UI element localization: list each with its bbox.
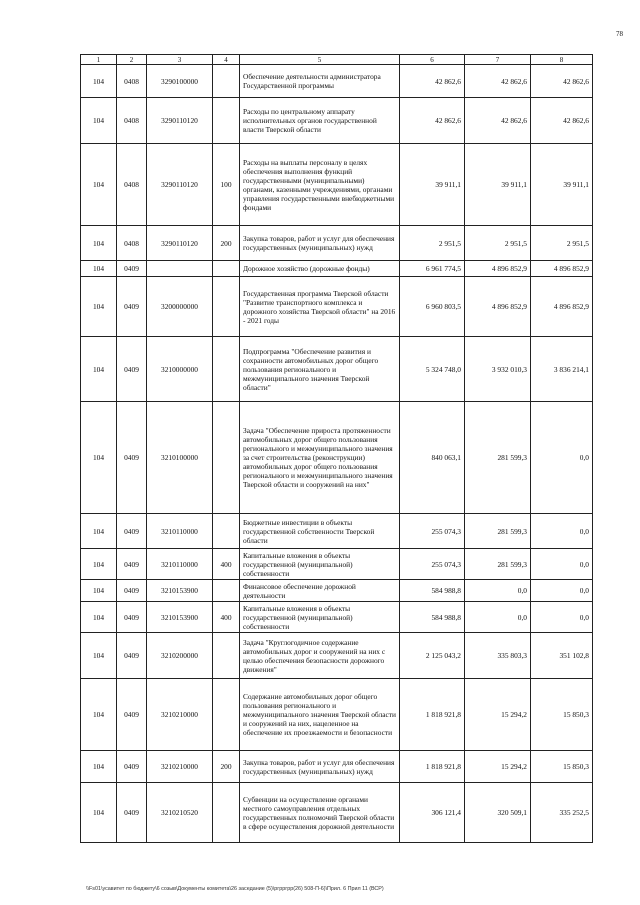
cell-amount-1: 584 988,8	[400, 580, 465, 602]
cell-amount-3: 0,0	[531, 402, 593, 514]
cell-section: 0409	[117, 633, 147, 679]
footer-file-path: \\Fs01\усавитет по бюджету\6 созыв\Документы комитета\26 заседание (5)\ргрргрр(26) 508-П-6)\Прил. 6 Прил 11 (ВСР)	[86, 886, 384, 892]
cell-target-article: 3210110000	[147, 549, 213, 580]
cell-description: Финансовое обеспечение дорожной деятельности	[240, 580, 400, 602]
cell-target-article: 3290110120	[147, 144, 213, 226]
cell-amount-3: 335 252,5	[531, 783, 593, 843]
cell-expense-type	[213, 277, 240, 337]
cell-amount-1: 39 911,1	[400, 144, 465, 226]
cell-ministry: 104	[81, 277, 117, 337]
cell-amount-3: 3 836 214,1	[531, 337, 593, 402]
cell-ministry: 104	[81, 337, 117, 402]
cell-section: 0409	[117, 337, 147, 402]
cell-expense-type	[213, 98, 240, 144]
cell-amount-2: 42 862,6	[465, 98, 531, 144]
cell-expense-type: 100	[213, 144, 240, 226]
cell-ministry: 104	[81, 98, 117, 144]
cell-target-article	[147, 261, 213, 277]
cell-target-article: 3290110120	[147, 98, 213, 144]
cell-amount-3: 2 951,5	[531, 226, 593, 261]
cell-ministry: 104	[81, 602, 117, 633]
table-row	[81, 549, 593, 580]
cell-description: Бюджетные инвестиции в объекты государственной собственности Тверской области	[240, 514, 400, 549]
cell-expense-type: 200	[213, 226, 240, 261]
cell-amount-2: 0,0	[465, 580, 531, 602]
cell-expense-type	[213, 261, 240, 277]
table-row	[81, 144, 593, 226]
cell-section: 0409	[117, 783, 147, 843]
cell-description: Государственная программа Тверской области "Развитие транспортного комплекса и дорожного хозяйства Тверской области" на 2016 - 2021 годы	[240, 277, 400, 337]
cell-amount-2: 320 509,1	[465, 783, 531, 843]
cell-amount-3: 42 862,6	[531, 65, 593, 98]
cell-amount-3: 4 896 852,9	[531, 261, 593, 277]
table-row	[81, 679, 593, 751]
table-row	[81, 580, 593, 602]
cell-description: Расходы по центральному аппарату исполнительных органов государственной власти Тверской области	[240, 98, 400, 144]
cell-ministry: 104	[81, 679, 117, 751]
cell-amount-2: 4 896 852,9	[465, 277, 531, 337]
cell-expense-type	[213, 402, 240, 514]
cell-ministry: 104	[81, 580, 117, 602]
cell-target-article: 3210110000	[147, 514, 213, 549]
cell-section: 0409	[117, 261, 147, 277]
cell-amount-2: 281 599,3	[465, 514, 531, 549]
cell-description: Подпрограмма "Обеспечение развития и сохранности автомобильных дорог общего пользования регионального и межмуниципального значения Тверской области"	[240, 337, 400, 402]
table-row	[81, 337, 593, 402]
cell-section: 0409	[117, 549, 147, 580]
budget-table	[80, 54, 593, 843]
cell-amount-3: 0,0	[531, 514, 593, 549]
cell-expense-type: 400	[213, 549, 240, 580]
cell-expense-type	[213, 337, 240, 402]
cell-amount-3: 15 850,3	[531, 679, 593, 751]
cell-section: 0408	[117, 226, 147, 261]
cell-description: Содержание автомобильных дорог общего пользования регионального и межмуниципального значения Тверской области и сооружений на них, нацеленное на обеспечение их проезжаемости и безопасности	[240, 679, 400, 751]
header-cell: 6	[400, 55, 465, 65]
cell-amount-2: 15 294,2	[465, 679, 531, 751]
cell-amount-2: 335 803,3	[465, 633, 531, 679]
cell-description: Субвенции на осуществление органами местного самоуправления отдельных государственных полномочий Тверской области в сфере осуществления дорожной деятельности	[240, 783, 400, 843]
cell-target-article: 3210210000	[147, 751, 213, 783]
cell-ministry: 104	[81, 783, 117, 843]
cell-description: Закупка товаров, работ и услуг для обеспечения государственных (муниципальных) нужд	[240, 226, 400, 261]
cell-expense-type	[213, 783, 240, 843]
cell-amount-3: 15 850,3	[531, 751, 593, 783]
cell-section: 0409	[117, 602, 147, 633]
cell-expense-type: 200	[213, 751, 240, 783]
cell-amount-1: 255 074,3	[400, 514, 465, 549]
cell-description: Задача "Круглогодичное содержание автомобильных дорог и сооружений на них с целью обеспечения безопасности дорожного движения"	[240, 633, 400, 679]
cell-ministry: 104	[81, 751, 117, 783]
header-row	[81, 55, 593, 65]
cell-target-article: 3210100000	[147, 402, 213, 514]
cell-section: 0408	[117, 98, 147, 144]
cell-amount-1: 306 121,4	[400, 783, 465, 843]
table-row	[81, 277, 593, 337]
cell-section: 0409	[117, 580, 147, 602]
cell-description: Закупка товаров, работ и услуг для обеспечения государственных (муниципальных) нужд	[240, 751, 400, 783]
cell-target-article: 3210210000	[147, 679, 213, 751]
cell-amount-1: 255 074,3	[400, 549, 465, 580]
cell-expense-type	[213, 633, 240, 679]
cell-amount-2: 2 951,5	[465, 226, 531, 261]
cell-description: Капитальные вложения в объекты государственной (муниципальной) собственности	[240, 549, 400, 580]
cell-ministry: 104	[81, 549, 117, 580]
table-row	[81, 783, 593, 843]
cell-ministry: 104	[81, 226, 117, 261]
page-number: 78	[616, 30, 623, 38]
cell-expense-type: 400	[213, 602, 240, 633]
header-cell: 2	[117, 55, 147, 65]
cell-expense-type	[213, 679, 240, 751]
cell-amount-1: 42 862,6	[400, 65, 465, 98]
cell-section: 0409	[117, 402, 147, 514]
cell-section: 0409	[117, 751, 147, 783]
table-row	[81, 751, 593, 783]
cell-amount-3: 42 862,6	[531, 98, 593, 144]
cell-amount-3: 4 896 852,9	[531, 277, 593, 337]
table-row	[81, 402, 593, 514]
cell-ministry: 104	[81, 261, 117, 277]
cell-section: 0408	[117, 65, 147, 98]
cell-description: Обеспечение деятельности администратора Государственной программы	[240, 65, 400, 98]
cell-ministry: 104	[81, 65, 117, 98]
cell-amount-3: 0,0	[531, 602, 593, 633]
cell-amount-2: 39 911,1	[465, 144, 531, 226]
table-row	[81, 514, 593, 549]
cell-description: Расходы на выплаты персоналу в целях обеспечения выполнения функций государственными (муниципальными) органами, казенными учреждениями, органами управления государственными внебюджетными фондами	[240, 144, 400, 226]
cell-amount-3: 351 102,8	[531, 633, 593, 679]
cell-amount-3: 0,0	[531, 580, 593, 602]
cell-target-article: 3290110120	[147, 226, 213, 261]
cell-target-article: 3290100000	[147, 65, 213, 98]
cell-amount-1: 2 951,5	[400, 226, 465, 261]
cell-section: 0408	[117, 144, 147, 226]
cell-expense-type	[213, 514, 240, 549]
header-cell: 4	[213, 55, 240, 65]
cell-ministry: 104	[81, 633, 117, 679]
table-row	[81, 65, 593, 98]
cell-section: 0409	[117, 277, 147, 337]
cell-amount-3: 0,0	[531, 549, 593, 580]
cell-amount-2: 281 599,3	[465, 549, 531, 580]
cell-amount-1: 2 125 043,2	[400, 633, 465, 679]
header-cell: 3	[147, 55, 213, 65]
cell-ministry: 104	[81, 402, 117, 514]
cell-target-article: 3210153900	[147, 602, 213, 633]
cell-ministry: 104	[81, 514, 117, 549]
header-cell: 5	[240, 55, 400, 65]
cell-amount-2: 281 599,3	[465, 402, 531, 514]
cell-amount-1: 5 324 748,0	[400, 337, 465, 402]
cell-amount-1: 840 063,1	[400, 402, 465, 514]
cell-amount-1: 6 960 803,5	[400, 277, 465, 337]
cell-amount-2: 42 862,6	[465, 65, 531, 98]
header-cell: 8	[531, 55, 593, 65]
cell-ministry: 104	[81, 144, 117, 226]
cell-amount-3: 39 911,1	[531, 144, 593, 226]
table-row	[81, 261, 593, 277]
cell-expense-type	[213, 580, 240, 602]
cell-amount-1: 42 862,6	[400, 98, 465, 144]
cell-description: Дорожное хозяйство (дорожные фонды)	[240, 261, 400, 277]
cell-target-article: 3210200000	[147, 633, 213, 679]
cell-target-article: 3210153900	[147, 580, 213, 602]
cell-amount-1: 584 988,8	[400, 602, 465, 633]
cell-target-article: 3200000000	[147, 277, 213, 337]
cell-expense-type	[213, 65, 240, 98]
cell-amount-1: 6 961 774,5	[400, 261, 465, 277]
cell-amount-2: 0,0	[465, 602, 531, 633]
table-row	[81, 633, 593, 679]
cell-amount-2: 3 932 010,3	[465, 337, 531, 402]
cell-amount-2: 4 896 852,9	[465, 261, 531, 277]
header-cell: 1	[81, 55, 117, 65]
table-row	[81, 98, 593, 144]
header-cell: 7	[465, 55, 531, 65]
table-row	[81, 602, 593, 633]
cell-amount-1: 1 818 921,8	[400, 679, 465, 751]
cell-target-article: 3210000000	[147, 337, 213, 402]
cell-amount-2: 15 294,2	[465, 751, 531, 783]
cell-description: Капитальные вложения в объекты государственной (муниципальной) собственности	[240, 602, 400, 633]
cell-amount-1: 1 818 921,8	[400, 751, 465, 783]
table-row	[81, 226, 593, 261]
cell-section: 0409	[117, 514, 147, 549]
cell-target-article: 3210210520	[147, 783, 213, 843]
cell-section: 0409	[117, 679, 147, 751]
cell-description: Задача "Обеспечение прироста протяженности автомобильных дорог общего пользования регионального и межмуниципального значения за счет строительства (реконструкции) автомобильных дорог общего пользования регионального и межмуниципального значения Тверской области и сооружений на них"	[240, 402, 400, 514]
